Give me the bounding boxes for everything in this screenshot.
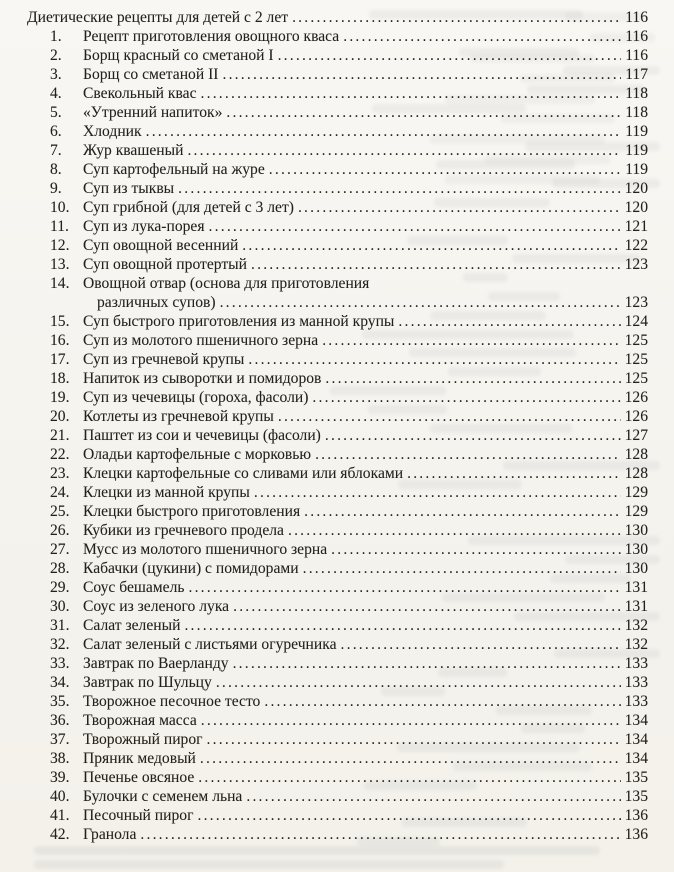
page-number: 128 — [624, 446, 648, 463]
toc-entry — [27, 217, 648, 236]
entry-number: 34. — [50, 674, 70, 691]
page-number: 119 — [625, 123, 648, 140]
page-number: 134 — [624, 731, 648, 748]
entry-number: 2. — [50, 47, 62, 64]
page-number: 131 — [624, 598, 648, 615]
page-number: 123 — [624, 294, 648, 311]
toc-entry — [27, 46, 648, 65]
entry-title: Булочки с семенем льна — [83, 788, 243, 805]
leader-dots — [178, 179, 620, 198]
leader-dots — [246, 787, 620, 806]
entry-title: Клецки картофельные со сливами или яблоками — [83, 465, 404, 482]
leader-dots — [242, 236, 620, 255]
leader-dots — [407, 464, 621, 483]
entry-number: 25. — [50, 503, 70, 520]
entry-number: 19. — [50, 389, 70, 406]
leader-dots — [220, 293, 621, 312]
leader-dots — [278, 46, 621, 65]
entry-number: 8. — [50, 161, 62, 178]
toc-entry — [27, 274, 648, 293]
entry-number: 36. — [50, 712, 70, 729]
toc-entry — [27, 388, 648, 407]
page-number: 118 — [625, 85, 648, 102]
toc-entry — [27, 426, 648, 445]
entry-title: Суп овощной весенний — [83, 237, 239, 254]
entry-number: 6. — [50, 123, 62, 140]
entry-title: Соус из зеленого лука — [83, 598, 230, 615]
toc-entry — [27, 559, 648, 578]
entry-number: 1. — [50, 28, 62, 45]
entry-number: 21. — [50, 427, 70, 444]
entry-title: Суп грибной (для детей с 3 лет) — [83, 199, 294, 216]
entry-number: 17. — [50, 351, 70, 368]
entry-number: 5. — [50, 104, 62, 121]
entry-title: Печенье овсяное — [83, 769, 195, 786]
entry-number: 12. — [50, 237, 70, 254]
toc-entry — [27, 236, 648, 255]
entry-number: 14. — [50, 275, 70, 292]
entry-number: 3. — [50, 66, 62, 83]
entry-title: Клецки быстрого приготовления — [83, 503, 301, 520]
toc-header — [27, 8, 648, 27]
page-number: 125 — [624, 332, 648, 349]
leader-dots — [184, 616, 620, 635]
entry-number: 16. — [50, 332, 70, 349]
entry-title: «Утренний напиток» — [83, 104, 223, 121]
toc-entry — [27, 768, 648, 787]
leader-dots — [343, 27, 621, 46]
toc-entry — [27, 597, 648, 616]
leader-dots — [140, 825, 620, 844]
toc-entry — [27, 730, 648, 749]
page-number: 133 — [624, 693, 648, 710]
entry-title: Суп из молотого пшеничного зерна — [83, 332, 319, 349]
entry-title-continuation: различных супов) — [97, 294, 216, 311]
leader-dots — [207, 730, 621, 749]
toc-entry — [27, 483, 648, 502]
leader-dots — [312, 388, 620, 407]
leader-dots — [197, 806, 620, 825]
entry-title: Оладьи картофельные с морковью — [83, 446, 312, 463]
entry-title: Кабачки (цукини) с помидорами — [83, 560, 299, 577]
toc-entry — [27, 635, 648, 654]
entry-title: Суп из тыквы — [83, 180, 175, 197]
leader-dots — [251, 255, 621, 274]
entry-number: 29. — [50, 579, 70, 596]
leader-dots — [341, 635, 621, 654]
page-number: 125 — [624, 370, 648, 387]
page-number: 129 — [624, 484, 648, 501]
bleedthrough-mark — [34, 860, 504, 869]
entry-title: Соус бешамель — [83, 579, 185, 596]
page-number: 116 — [625, 9, 648, 26]
leader-dots — [315, 445, 621, 464]
toc-entry — [27, 445, 648, 464]
page-number: 126 — [624, 408, 648, 425]
entry-title: Салат зеленый — [83, 617, 181, 634]
entry-title: Напиток из сыворотки и помидоров — [83, 370, 322, 387]
page-number: 119 — [625, 142, 648, 159]
entry-title: Завтрак по Шульцу — [83, 674, 212, 691]
leader-dots — [146, 122, 621, 141]
entry-title: Суп из лука-порея — [83, 218, 205, 235]
entry-number: 35. — [50, 693, 70, 710]
toc-entry — [27, 407, 648, 426]
page-number: 119 — [625, 161, 648, 178]
leader-dots — [233, 597, 621, 616]
toc-entry — [27, 65, 648, 84]
toc-entry — [27, 540, 648, 559]
entry-title: Овощной отвар (основа для приготовления — [83, 275, 370, 292]
page-number: 133 — [624, 655, 648, 672]
entry-number: 28. — [50, 560, 70, 577]
table-of-contents — [27, 8, 648, 844]
entry-number: 20. — [50, 408, 70, 425]
leader-dots — [198, 768, 620, 787]
entry-number: 38. — [50, 750, 70, 767]
toc-entry — [27, 673, 648, 692]
page-number: 122 — [624, 237, 648, 254]
toc-entry — [27, 806, 648, 825]
page-number: 135 — [624, 769, 648, 786]
entry-number: 37. — [50, 731, 70, 748]
leader-dots — [209, 217, 621, 236]
page-number: 124 — [624, 313, 648, 330]
entry-number: 10. — [50, 199, 70, 216]
entry-title: Суп овощной протертый — [83, 256, 247, 273]
page-number: 120 — [624, 180, 648, 197]
page-number: 126 — [624, 389, 648, 406]
leader-dots — [322, 331, 620, 350]
entry-title: Свекольный квас — [83, 85, 197, 102]
entry-number: 11. — [50, 218, 69, 235]
toc-entry — [27, 84, 648, 103]
leader-dots — [278, 407, 621, 426]
toc-entry — [27, 464, 648, 483]
entry-number: 13. — [50, 256, 70, 273]
leader-dots — [222, 65, 621, 84]
leader-dots — [269, 160, 621, 179]
page-number: 127 — [624, 427, 648, 444]
entry-title: Рецепт приготовления овощного кваса — [83, 28, 340, 45]
toc-entry — [27, 103, 648, 122]
page-number: 128 — [624, 465, 648, 482]
toc-entry — [27, 369, 648, 388]
leader-dots — [201, 84, 621, 103]
entry-title: Хлодник — [83, 123, 142, 140]
entry-title: Творожная масса — [83, 712, 197, 729]
page-number: 133 — [624, 674, 648, 691]
page-number: 130 — [624, 522, 648, 539]
page-number: 130 — [624, 560, 648, 577]
entry-title: Суп быстрого приготовления из манной крупы — [83, 313, 395, 330]
entry-title: Кубики из гречневого продела — [83, 522, 284, 539]
entry-number: 41. — [50, 807, 70, 824]
bleedthrough-mark — [34, 846, 600, 855]
leader-dots — [216, 673, 621, 692]
toc-entry — [27, 521, 648, 540]
entry-number: 26. — [50, 522, 70, 539]
toc-entry — [27, 141, 648, 160]
page-number: 118 — [625, 104, 648, 121]
toc-entry — [27, 255, 648, 274]
page-number: 131 — [624, 579, 648, 596]
page-number: 116 — [625, 28, 648, 45]
entry-title: Творожное песочное тесто — [83, 693, 261, 710]
toc-entry — [27, 578, 648, 597]
toc-entry — [27, 27, 648, 46]
entry-title: Борщ со сметаной II — [83, 66, 219, 83]
page-number: 123 — [624, 256, 648, 273]
toc-entry — [27, 711, 648, 730]
entry-number: 39. — [50, 769, 70, 786]
leader-dots — [264, 692, 620, 711]
entry-title: Жур квашеный — [83, 142, 184, 159]
entry-number: 15. — [50, 313, 70, 330]
entry-number: 42. — [50, 826, 70, 843]
entry-number: 22. — [50, 446, 70, 463]
toc-entry — [27, 616, 648, 635]
entry-title: Завтрак по Ваерланду — [83, 655, 229, 672]
page-number: 130 — [624, 541, 648, 558]
toc-entry — [27, 312, 648, 331]
page-number: 132 — [624, 636, 648, 653]
entry-title: Пряник медовый — [83, 750, 196, 767]
entry-number: 24. — [50, 484, 70, 501]
toc-entry — [27, 331, 648, 350]
leader-dots — [298, 198, 621, 217]
entry-number: 32. — [50, 636, 70, 653]
toc-entry — [27, 350, 648, 369]
page-number: 116 — [625, 47, 648, 64]
toc-entry-continuation — [27, 293, 648, 312]
entry-title: Котлеты из гречневой крупы — [83, 408, 274, 425]
toc-entry — [27, 654, 648, 673]
entry-title: Суп из чечевицы (гороха, фасоли) — [83, 389, 309, 406]
page-number: 135 — [624, 788, 648, 805]
leader-dots — [398, 312, 620, 331]
entry-title: Клецки из манной крупы — [83, 484, 250, 501]
leader-dots — [325, 369, 620, 388]
entry-number: 7. — [50, 142, 62, 159]
toc-entry — [27, 179, 648, 198]
toc-entry — [27, 160, 648, 179]
entry-title: Салат зеленый с листьями огуречника — [83, 636, 337, 653]
leader-dots — [292, 8, 621, 27]
toc-entry — [27, 787, 648, 806]
entry-number: 40. — [50, 788, 70, 805]
toc-header-title: Диетические рецепты для детей с 2 лет — [27, 9, 289, 26]
leader-dots — [288, 521, 621, 540]
entry-title: Творожный пирог — [83, 731, 203, 748]
page-number: 136 — [624, 807, 648, 824]
toc-entry — [27, 502, 648, 521]
page-number: 121 — [624, 218, 648, 235]
page-number: 134 — [624, 712, 648, 729]
page-number: 132 — [624, 617, 648, 634]
entry-title: Мусс из молотого пшеничного зерна — [83, 541, 328, 558]
toc-entry — [27, 122, 648, 141]
toc-entry — [27, 198, 648, 217]
page-number: 134 — [624, 750, 648, 767]
toc-entry — [27, 692, 648, 711]
entry-number: 33. — [50, 655, 70, 672]
entry-number: 23. — [50, 465, 70, 482]
leader-dots — [304, 502, 620, 521]
leader-dots — [303, 559, 621, 578]
leader-dots — [201, 711, 621, 730]
leader-dots — [187, 141, 621, 160]
page-number: 117 — [625, 66, 648, 83]
entry-title: Гранола — [83, 826, 137, 843]
entry-title: Песочный пирог — [83, 807, 194, 824]
entry-number: 27. — [50, 541, 70, 558]
entry-number: 9. — [50, 180, 62, 197]
entry-title: Суп из гречневой крупы — [83, 351, 245, 368]
entry-number: 18. — [50, 370, 70, 387]
leader-dots — [226, 103, 621, 122]
leader-dots — [188, 578, 620, 597]
page-number: 129 — [624, 503, 648, 520]
page-number: 125 — [624, 351, 648, 368]
leader-dots — [331, 540, 620, 559]
entry-number: 4. — [50, 85, 62, 102]
leader-dots — [233, 654, 621, 673]
page-number: 120 — [624, 199, 648, 216]
leader-dots — [325, 426, 621, 445]
entry-title: Суп картофельный на журе — [83, 161, 265, 178]
page-number: 136 — [624, 826, 648, 843]
entry-title: Паштет из сои и чечевицы (фасоли) — [83, 427, 321, 444]
entry-number: 30. — [50, 598, 70, 615]
leader-dots — [200, 749, 621, 768]
toc-entry — [27, 749, 648, 768]
toc-entry — [27, 825, 648, 844]
entry-number: 31. — [50, 617, 70, 634]
leader-dots — [248, 350, 620, 369]
entry-title: Борщ красный со сметаной I — [83, 47, 274, 64]
leader-dots — [254, 483, 621, 502]
